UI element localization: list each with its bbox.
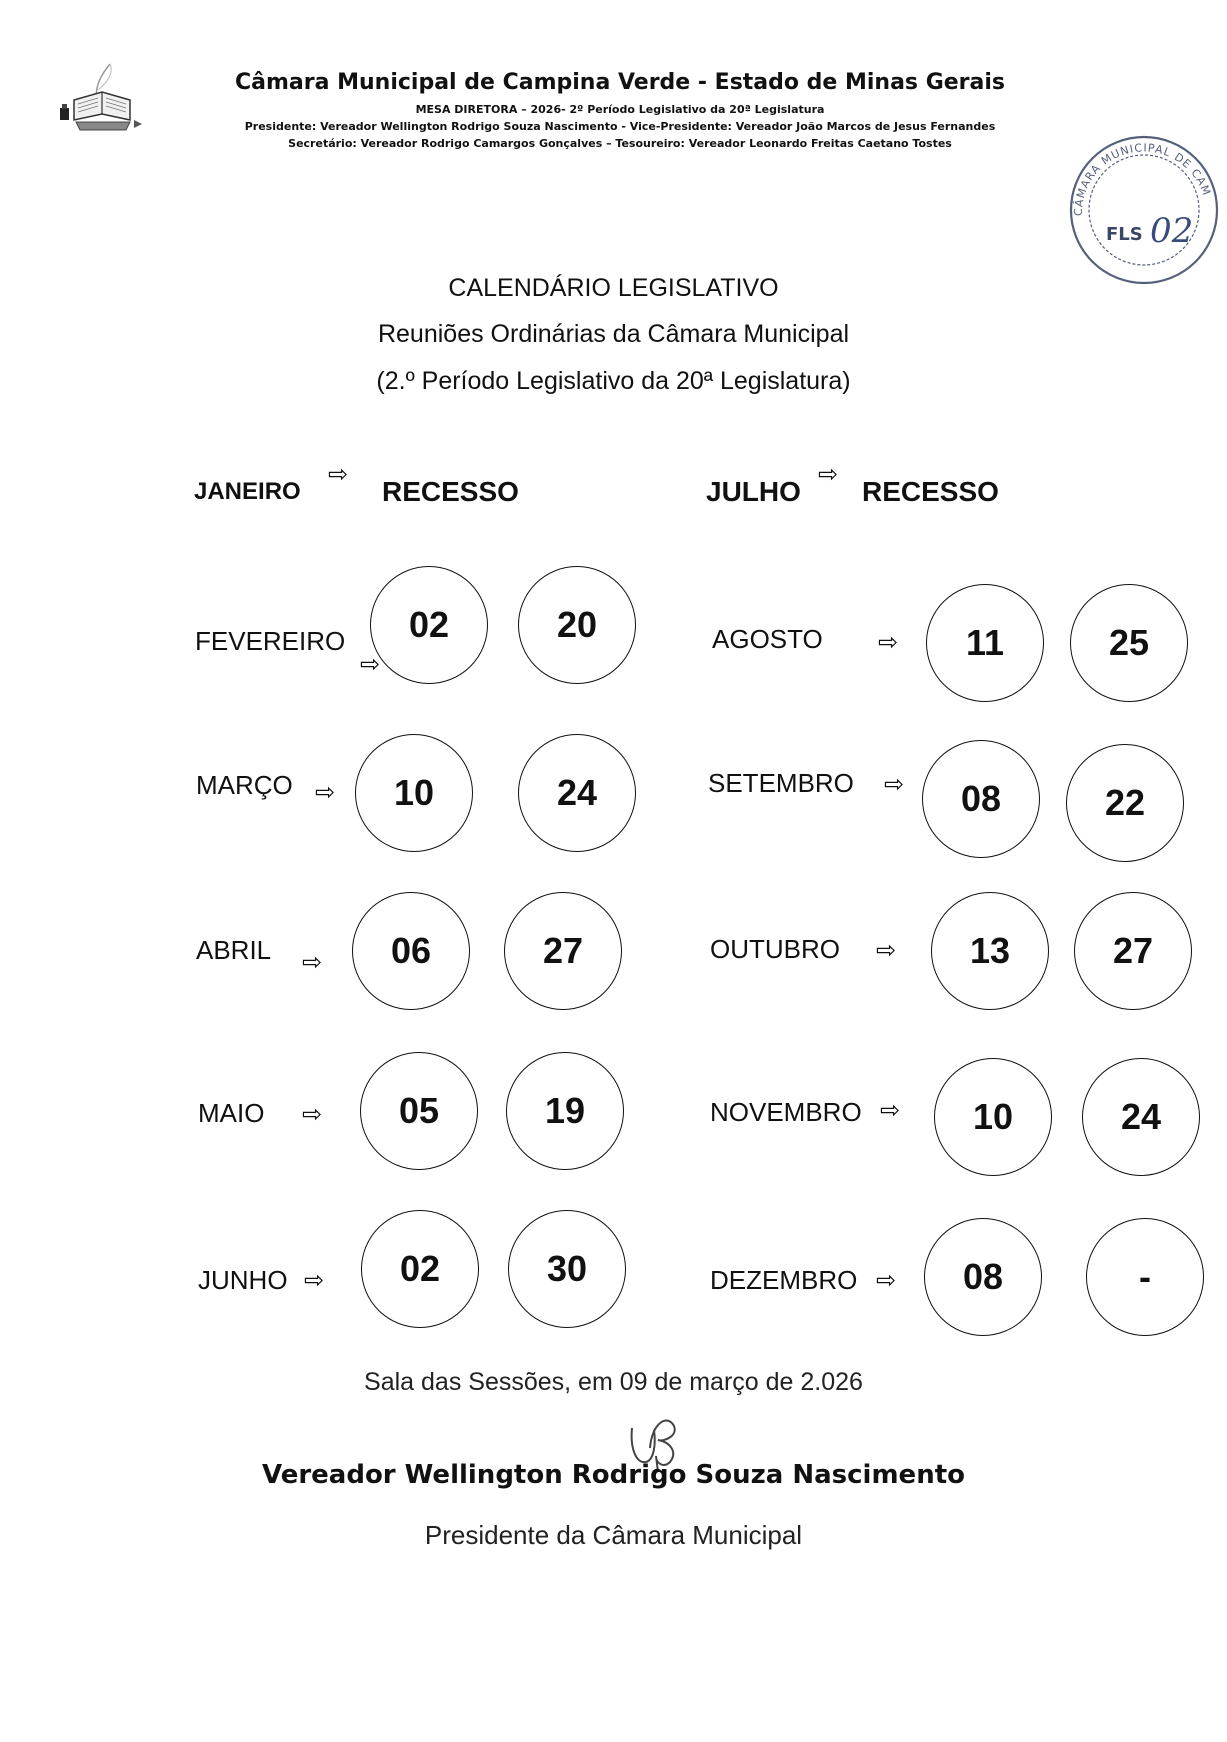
arrow-icon: ⇨ <box>878 628 899 656</box>
date-circle: 13 <box>931 892 1049 1010</box>
date-circle: 27 <box>1074 892 1192 1010</box>
arrow-icon: ⇨ <box>880 1096 901 1124</box>
arrow-icon: ⇨ <box>304 1266 325 1294</box>
arrow-icon: ⇨ <box>884 770 905 798</box>
date-circle: 10 <box>934 1058 1052 1176</box>
date-circle: 02 <box>361 1210 479 1328</box>
header-board-line: MESA DIRETORA – 2026- 2º Período Legislativo da 20ª Legislatura <box>415 103 825 116</box>
date-circle: 25 <box>1070 584 1188 702</box>
arrow-icon: ⇨ <box>315 778 336 806</box>
date-circle: - <box>1086 1218 1204 1336</box>
arrow-icon: ⇨ <box>876 936 897 964</box>
arrow-icon: ⇨ <box>360 650 381 678</box>
date-circle: 06 <box>352 892 470 1010</box>
month-agosto: AGOSTO <box>712 624 823 654</box>
month-setembro: SETEMBRO <box>708 768 854 798</box>
date-circle: 30 <box>508 1210 626 1328</box>
date-circle: 10 <box>355 734 473 852</box>
svg-text:CÂMARA MUNICIPAL DE CAMPINA VE <box>1062 128 1213 216</box>
date-circle: 08 <box>924 1218 1042 1336</box>
date-circle: 27 <box>504 892 622 1010</box>
month-janeiro: JANEIRO <box>194 478 301 505</box>
month-outubro: OUTUBRO <box>710 934 840 964</box>
date-circle: 08 <box>922 740 1040 858</box>
month-dezembro: DEZEMBRO <box>710 1265 858 1295</box>
stamp-fls-number: 02 <box>1150 211 1194 251</box>
page-stamp <box>1062 128 1224 290</box>
header-president-line: Presidente: Vereador Wellington Rodrigo Souza Nascimento - Vice-Presidente: Vereador João Marcos de Jesus Fernandes <box>244 120 996 133</box>
month-julho: JULHO <box>706 476 801 507</box>
month-junho: JUNHO <box>198 1265 288 1295</box>
document-subtitle: Reuniões Ordinárias da Câmara Municipal <box>377 320 850 348</box>
month-maio: MAIO <box>198 1098 265 1128</box>
chamber-logo <box>52 58 152 138</box>
month-abril: ABRIL <box>196 935 272 965</box>
arrow-icon: ⇨ <box>876 1266 897 1294</box>
arrow-icon: ⇨ <box>302 1100 323 1128</box>
document-title: CALENDÁRIO LEGISLATIVO <box>448 274 779 302</box>
month-marco: MARÇO <box>196 770 293 800</box>
recess-label-left: RECESSO <box>382 476 519 507</box>
month-novembro: NOVEMBRO <box>710 1097 862 1127</box>
place-and-date: Sala das Sessões, em 09 de março de 2.026 <box>364 1368 863 1396</box>
date-circle: 11 <box>926 584 1044 702</box>
signer-name: Vereador Wellington Rodrigo Souza Nascimento <box>262 1460 965 1490</box>
date-circle: 05 <box>360 1052 478 1170</box>
date-circle: 02 <box>370 566 488 684</box>
date-circle: 24 <box>518 734 636 852</box>
stamp-ring-text: CÂMARA MUNICIPAL DE CAM <box>1071 141 1214 217</box>
chamber-name: Câmara Municipal de Campina Verde - Estado de Minas Gerais <box>235 70 1005 95</box>
date-circle: 24 <box>1082 1058 1200 1176</box>
signer-role: Presidente da Câmara Municipal <box>424 1520 803 1550</box>
recess-label-right: RECESSO <box>862 476 999 507</box>
document-period: (2.º Período Legislativo da 20ª Legislatura) <box>376 367 851 395</box>
stamp-fls-label: FLS <box>1106 224 1143 245</box>
arrow-icon: ⇨ <box>328 460 349 488</box>
date-circle: 20 <box>518 566 636 684</box>
month-fevereiro: FEVEREIRO <box>195 626 346 656</box>
date-circle: 19 <box>506 1052 624 1170</box>
arrow-icon: ⇨ <box>818 460 839 488</box>
date-circle: 22 <box>1066 744 1184 862</box>
arrow-icon: ⇨ <box>302 948 323 976</box>
header-secretary-line: Secretário: Vereador Rodrigo Camargos Gonçalves – Tesoureiro: Vereador Leonardo Freitas Caetano Tostes <box>288 137 952 150</box>
